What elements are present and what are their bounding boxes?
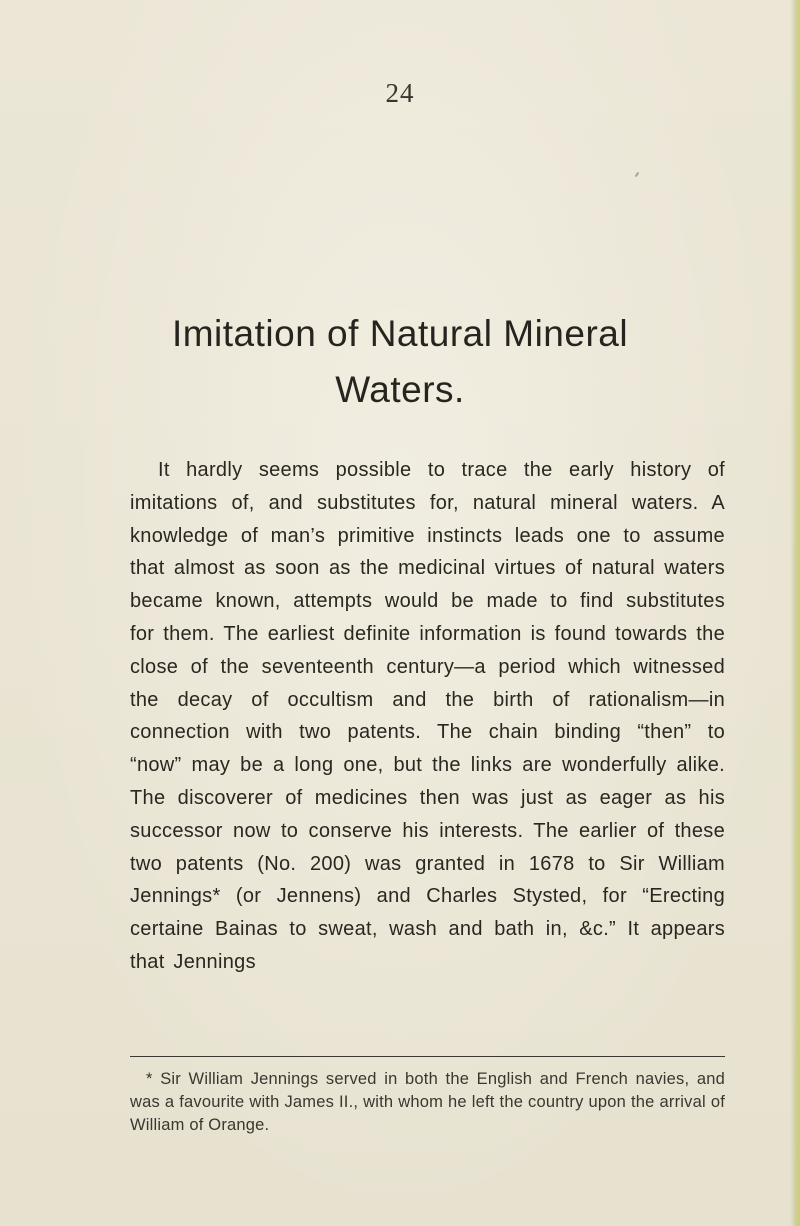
footnote: * Sir William Jennings served in both the English and French navies, and was a favourite with James II., with whom he left the country upon the arrival of William of Orange.	[130, 1070, 725, 1134]
page-number: 24	[385, 78, 415, 108]
chapter-title	[80, 306, 720, 418]
chapter-title-line-2: Waters.	[335, 369, 465, 410]
paper-speck	[635, 172, 640, 177]
body-paragraph: It hardly seems possible to trace the early history of imitations of, and substitutes for, natural mineral waters. A knowledge of man’s primitive instincts leads one to assume that almost as soon as the medicinal virtues of natural waters became known, attempts would be made to find substitutes for them. The earliest definite information is found towards the close of the seventeenth century—a period which witnessed the decay of occultism and the birth of rationalism—in connection with two patents. The chain binding “then” to “now” may be a long one, but the links are wonderfully alike. The discoverer of medicines then was just as eager as his successor now to conserve his interests. The earlier of these two patents (No. 200) was granted in 1678 to Sir William Jennings* (or Jennens) and Charles Stysted, for “Erecting certaine Bainas to sweat, wash and bath in, &c.” It appears that Jennings	[130, 459, 725, 973]
footnote-rule	[130, 1056, 725, 1057]
page-edge-shadow	[790, 0, 800, 1226]
chapter-title-line-1: Imitation of Natural Mineral	[171, 313, 629, 354]
